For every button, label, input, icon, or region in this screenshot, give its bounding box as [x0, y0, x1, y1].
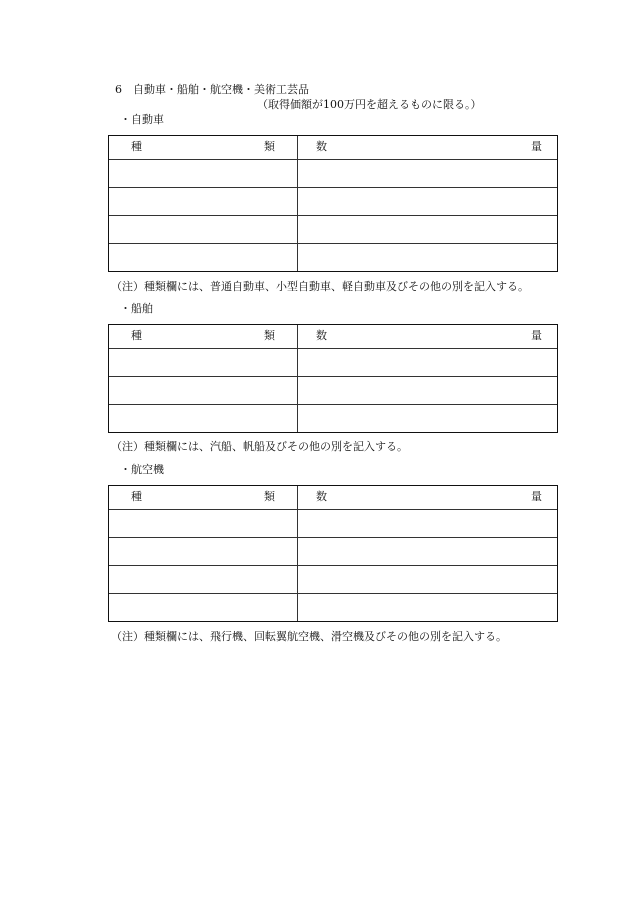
- quantity-header-char-1: 数: [316, 329, 327, 342]
- kind-header-char-2: 類: [264, 140, 275, 153]
- quantity-header-char-2: 量: [531, 490, 542, 503]
- quantity-column-header: [298, 325, 557, 348]
- aircraft-label: ・航空機: [120, 463, 164, 476]
- kind-column-header: [109, 136, 298, 159]
- section-title: 自動車・船舶・航空機・美術工芸品: [133, 83, 309, 96]
- kind-cell[interactable]: [109, 566, 298, 593]
- quantity-cell[interactable]: [298, 594, 557, 621]
- kind-header-char-1: 種: [131, 140, 142, 153]
- table-row: [109, 376, 557, 404]
- table-header-row: [109, 325, 557, 348]
- quantity-cell[interactable]: [298, 188, 557, 215]
- ship-note: （注）種類欄には、汽船、帆船及びその他の別を記入する。: [111, 440, 408, 453]
- quantity-cell[interactable]: [298, 566, 557, 593]
- quantity-cell[interactable]: [298, 216, 557, 243]
- automobile-label: ・自動車: [120, 113, 164, 126]
- kind-cell[interactable]: [109, 538, 298, 565]
- table-header-row: [109, 136, 557, 159]
- table-row: [109, 243, 557, 271]
- kind-cell[interactable]: [109, 405, 298, 432]
- kind-cell[interactable]: [109, 160, 298, 187]
- quantity-cell[interactable]: [298, 349, 557, 376]
- quantity-cell[interactable]: [298, 377, 557, 404]
- quantity-header-char-1: 数: [316, 490, 327, 503]
- table-row: [109, 404, 557, 432]
- kind-header-char-1: 種: [131, 490, 142, 503]
- kind-cell[interactable]: [109, 510, 298, 537]
- quantity-cell[interactable]: [298, 160, 557, 187]
- table-row: [109, 348, 557, 376]
- ship-table: [108, 324, 558, 433]
- quantity-column-header: [298, 136, 557, 159]
- aircraft-table: [108, 485, 558, 622]
- kind-column-header: [109, 486, 298, 509]
- kind-cell[interactable]: [109, 349, 298, 376]
- section-subtitle: （取得価額が100万円を超えるものに限る。）: [257, 98, 482, 111]
- section-heading: [115, 83, 309, 97]
- table-row: [109, 159, 557, 187]
- kind-cell[interactable]: [109, 377, 298, 404]
- quantity-header-char-2: 量: [531, 329, 542, 342]
- automobile-note: （注）種類欄には、普通自動車、小型自動車、軽自動車及びその他の別を記入する。: [111, 280, 529, 293]
- kind-header-char-2: 類: [264, 490, 275, 503]
- kind-cell[interactable]: [109, 188, 298, 215]
- quantity-column-header: [298, 486, 557, 509]
- kind-cell[interactable]: [109, 594, 298, 621]
- table-header-row: [109, 486, 557, 509]
- kind-cell[interactable]: [109, 244, 298, 271]
- table-row: [109, 593, 557, 621]
- section-number: 6: [115, 83, 122, 96]
- table-row: [109, 537, 557, 565]
- kind-header-char-1: 種: [131, 329, 142, 342]
- ship-label: ・船舶: [120, 302, 153, 315]
- kind-header-char-2: 類: [264, 329, 275, 342]
- kind-cell[interactable]: [109, 216, 298, 243]
- quantity-cell[interactable]: [298, 538, 557, 565]
- quantity-cell[interactable]: [298, 244, 557, 271]
- quantity-cell[interactable]: [298, 510, 557, 537]
- quantity-cell[interactable]: [298, 405, 557, 432]
- table-row: [109, 187, 557, 215]
- table-row: [109, 215, 557, 243]
- quantity-header-char-1: 数: [316, 140, 327, 153]
- kind-column-header: [109, 325, 298, 348]
- table-row: [109, 565, 557, 593]
- quantity-header-char-2: 量: [531, 140, 542, 153]
- table-row: [109, 509, 557, 537]
- aircraft-note: （注）種類欄には、飛行機、回転翼航空機、滑空機及びその他の別を記入する。: [111, 630, 507, 643]
- automobile-table: [108, 135, 558, 272]
